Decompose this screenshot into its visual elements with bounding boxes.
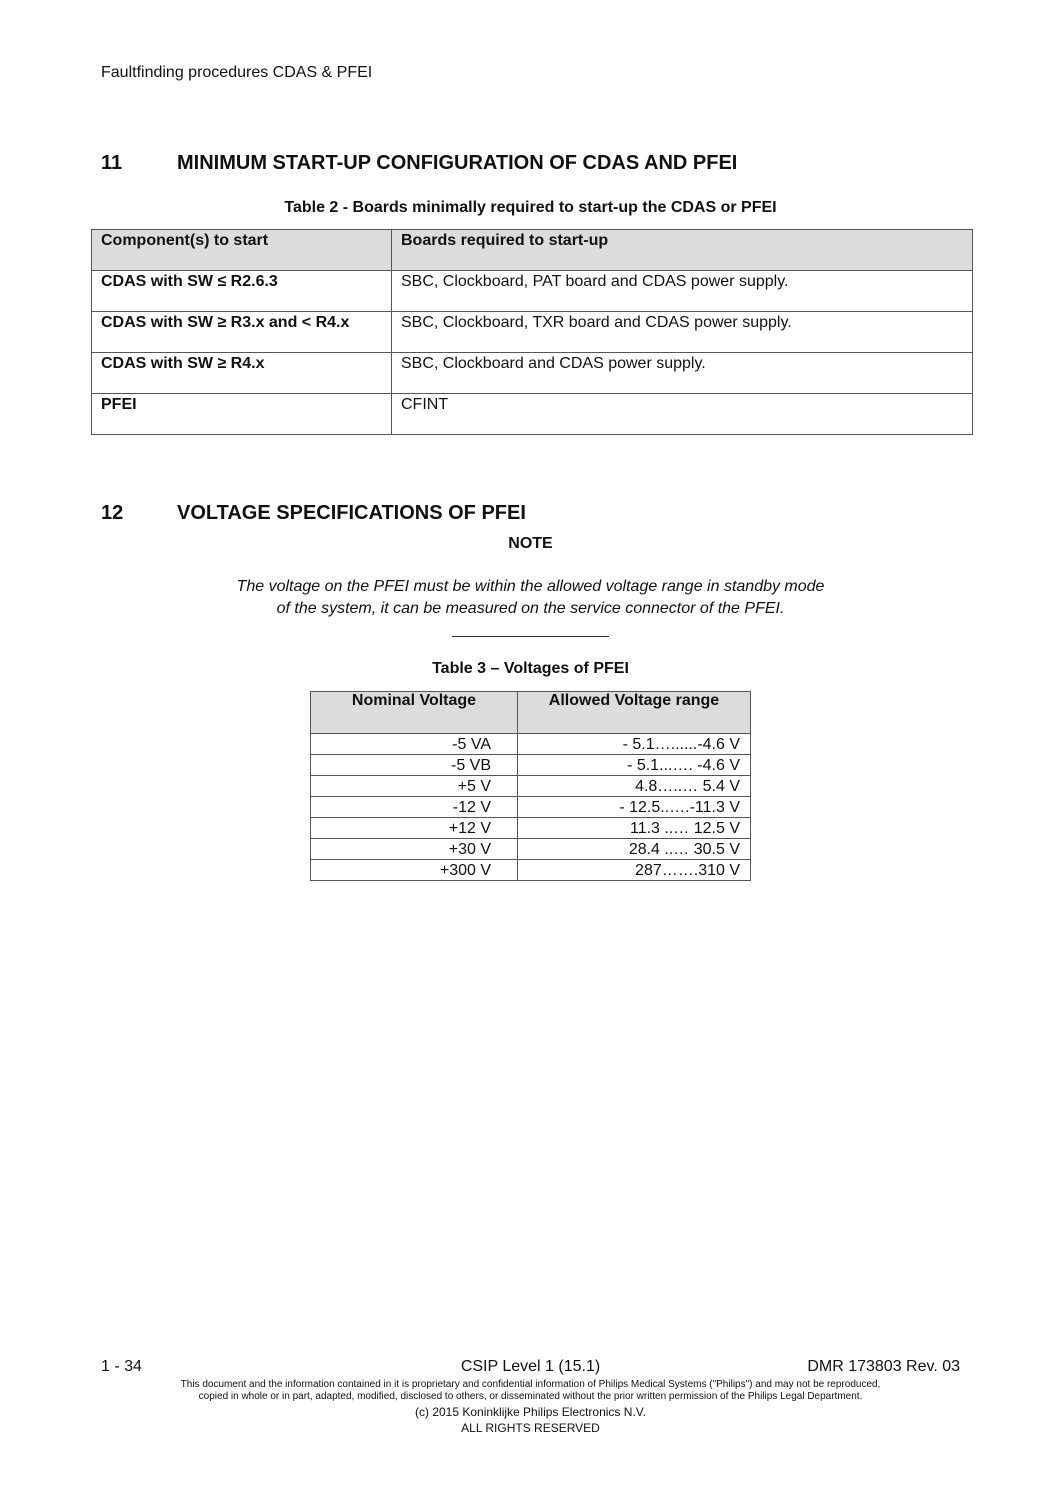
legal-notice xyxy=(0,1379,1061,1403)
table-row xyxy=(92,353,973,394)
voltage-range-cell: 287…….310 V xyxy=(518,860,751,881)
copyright-line: (c) 2015 Koninklijke Philips Electronics N.V. xyxy=(415,1405,646,1419)
nominal-voltage-cell: -5 VA xyxy=(311,734,518,755)
voltage-range-cell: - 12.5..….-11.3 V xyxy=(518,797,751,818)
page-number: 1 - 34 xyxy=(101,1358,142,1375)
component-cell: CDAS with SW ≥ R3.x and < R4.x xyxy=(92,312,392,353)
section-title: MINIMUM START-UP CONFIGURATION OF CDAS AND PFEI xyxy=(177,152,738,174)
voltage-table xyxy=(310,691,751,881)
column-header: Boards required to start-up xyxy=(392,230,973,271)
nominal-voltage-cell: +300 V xyxy=(311,860,518,881)
table-row xyxy=(311,860,751,881)
nominal-voltage-cell: -5 VB xyxy=(311,755,518,776)
boards-cell: SBC, Clockboard, PAT board and CDAS power supply. xyxy=(392,271,973,312)
voltage-range-cell: 11.3 ..… 12.5 V xyxy=(518,818,751,839)
note-line: of the system, it can be measured on the service connector of the PFEI. xyxy=(276,600,785,617)
table-2-caption: Table 2 - Boards minimally required to start-up the CDAS or PFEI xyxy=(284,199,777,216)
legal-line: copied in whole or in part, adapted, modified, disclosed to others, or disseminated without the prior written permission of the Philips Legal Department. xyxy=(198,1391,863,1402)
note-line: The voltage on the PFEI must be within the allowed voltage range in standby mode xyxy=(236,578,825,595)
note-text xyxy=(0,576,1061,620)
table-header-row xyxy=(311,692,751,734)
table-row xyxy=(92,312,973,353)
legal-line: This document and the information contained in it is proprietary and confidential information of Philips Medical Systems ("Philips") and may not be reproduced, xyxy=(180,1379,881,1390)
column-header: Nominal Voltage xyxy=(311,692,518,734)
document-name: CSIP Level 1 (15.1) xyxy=(460,1358,601,1375)
copyright xyxy=(0,1404,1061,1436)
component-cell: CDAS with SW ≥ R4.x xyxy=(92,353,392,394)
section-number: 11 xyxy=(101,152,123,174)
running-header: Faultfinding procedures CDAS & PFEI xyxy=(101,64,373,81)
boards-cell: SBC, Clockboard, TXR board and CDAS power supply. xyxy=(392,312,973,353)
nominal-voltage-cell: +5 V xyxy=(311,776,518,797)
section-title: VOLTAGE SPECIFICATIONS OF PFEI xyxy=(177,502,526,524)
table-row xyxy=(311,776,751,797)
voltage-range-cell: 28.4 ..… 30.5 V xyxy=(518,839,751,860)
boards-cell: CFINT xyxy=(392,394,973,435)
column-header: Component(s) to start xyxy=(92,230,392,271)
boards-table xyxy=(91,229,973,435)
table-row xyxy=(311,734,751,755)
table-row xyxy=(92,394,973,435)
note-title: NOTE xyxy=(508,535,553,552)
voltage-range-cell: - 5.1…......-4.6 V xyxy=(518,734,751,755)
voltage-range-cell: - 5.1...…. -4.6 V xyxy=(518,755,751,776)
rights-line: ALL RIGHTS RESERVED xyxy=(461,1421,600,1435)
boards-cell: SBC, Clockboard and CDAS power supply. xyxy=(392,353,973,394)
nominal-voltage-cell: -12 V xyxy=(311,797,518,818)
table-row xyxy=(311,818,751,839)
section-12-heading xyxy=(101,502,526,525)
table-row xyxy=(92,271,973,312)
table-row xyxy=(311,755,751,776)
table-row xyxy=(311,839,751,860)
table-3-caption: Table 3 – Voltages of PFEI xyxy=(432,660,629,677)
nominal-voltage-cell: +12 V xyxy=(311,818,518,839)
table-row xyxy=(311,797,751,818)
column-header: Allowed Voltage range xyxy=(518,692,751,734)
voltage-range-cell: 4.8…..… 5.4 V xyxy=(518,776,751,797)
section-number: 12 xyxy=(101,502,124,524)
component-cell: CDAS with SW ≤ R2.6.3 xyxy=(92,271,392,312)
document-reference: DMR 173803 Rev. 03 xyxy=(807,1358,960,1375)
table-header-row xyxy=(92,230,973,271)
note-divider xyxy=(452,636,609,637)
component-cell: PFEI xyxy=(92,394,392,435)
nominal-voltage-cell: +30 V xyxy=(311,839,518,860)
section-11-heading xyxy=(101,152,737,175)
